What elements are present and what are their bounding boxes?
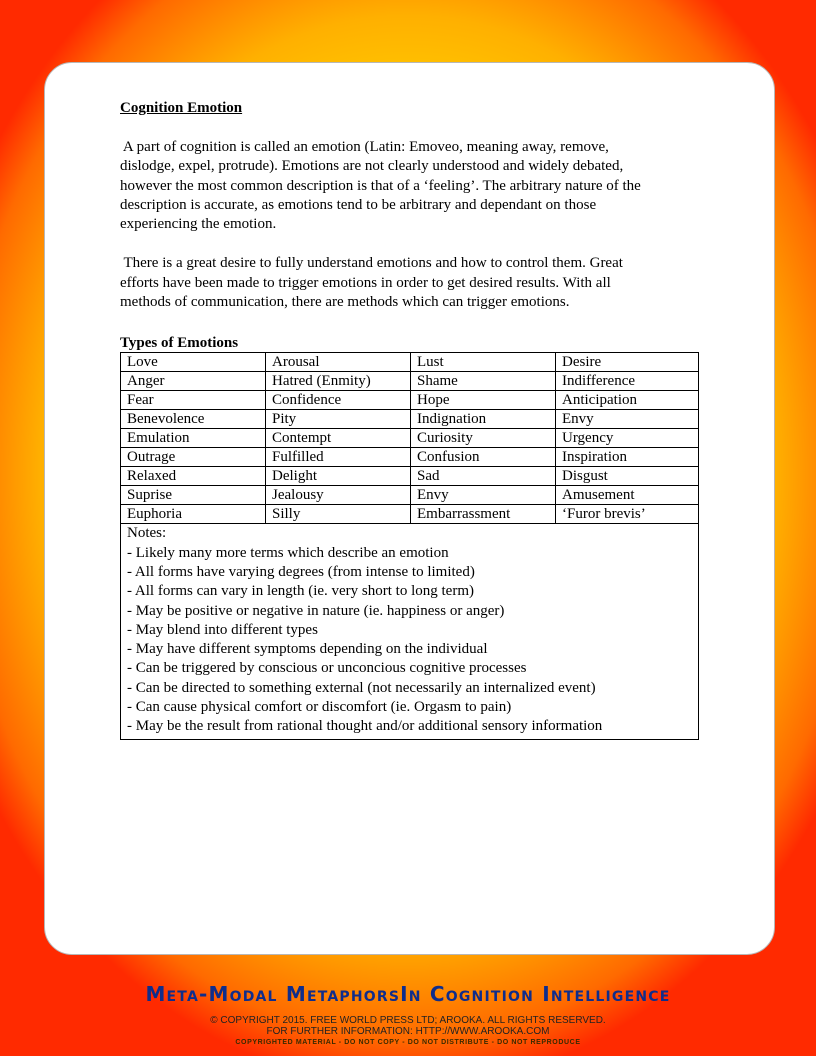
table-cell: Relaxed <box>121 467 266 486</box>
table-row <box>121 410 699 429</box>
document-page <box>44 62 775 955</box>
note-item: - Can be directed to something external (not necessarily an internalized event) <box>127 679 596 696</box>
footer-title: Meta-Modal MetaphorsIn Cognition Intelligence <box>145 982 671 1006</box>
note-item: - All forms can vary in length (ie. very short to long term) <box>127 583 474 600</box>
section-heading: Cognition Emotion <box>120 100 243 116</box>
document-content <box>120 98 698 740</box>
table-cell: Love <box>121 353 266 372</box>
table-cell: Anticipation <box>556 391 699 410</box>
table-cell: Outrage <box>121 448 266 467</box>
table-row <box>121 353 699 372</box>
table-cell: Indignation <box>411 410 556 429</box>
table-row <box>121 448 699 467</box>
note-item: - May blend into different types <box>127 621 318 638</box>
table-cell: Disgust <box>556 467 699 486</box>
paragraph-line: There is a great desire to fully understand emotions and how to control them. Great <box>120 255 623 272</box>
emotions-table-body <box>121 353 699 524</box>
table-cell: Embarrassment <box>411 505 556 524</box>
table-cell: Confusion <box>411 448 556 467</box>
note-item: - Can cause physical comfort or discomfort (ie. Orgasm to pain) <box>127 699 512 716</box>
table-cell: Anger <box>121 372 266 391</box>
note-item: - Can be triggered by conscious or unconcious cognitive processes <box>127 660 527 677</box>
note-item: - Likely many more terms which describe an emotion <box>127 544 449 561</box>
note-item: - May be the result from rational thought and/or additional sensory information <box>127 718 603 735</box>
table-cell: Arousal <box>266 353 411 372</box>
table-cell: Fulfilled <box>266 448 411 467</box>
table-cell: Fear <box>121 391 266 410</box>
paragraph-desire <box>120 254 698 312</box>
table-cell: Inspiration <box>556 448 699 467</box>
paragraph-line: however the most common description is that of a ‘feeling’. The arbitrary nature of the <box>120 177 641 194</box>
notes-cell <box>121 524 699 739</box>
note-item: - All forms have varying degrees (from intense to limited) <box>127 563 475 580</box>
table-cell: Hope <box>411 391 556 410</box>
table-row <box>121 467 699 486</box>
table-cell: Envy <box>411 486 556 505</box>
table-cell: Amusement <box>556 486 699 505</box>
table-row <box>121 391 699 410</box>
table-cell: Sad <box>411 467 556 486</box>
table-cell: Suprise <box>121 486 266 505</box>
table-cell: Silly <box>266 505 411 524</box>
footer-copyright: © COPYRIGHT 2015. FREE WORLD PRESS LTD; AROOKA. ALL RIGHTS RESERVED. <box>210 1015 606 1026</box>
table-cell: Lust <box>411 353 556 372</box>
notes-label: Notes: <box>127 525 167 542</box>
table-row <box>121 505 699 524</box>
table-title: Types of Emotions <box>120 335 239 352</box>
table-cell: Envy <box>556 410 699 429</box>
table-row <box>121 486 699 505</box>
paragraph-intro <box>120 138 698 234</box>
table-cell: Jealousy <box>266 486 411 505</box>
paragraph-line: efforts have been made to trigger emotions in order to get desired results. With all <box>120 274 611 291</box>
table-cell: Benevolence <box>121 410 266 429</box>
table-cell: Emulation <box>121 429 266 448</box>
note-item: - May have different symptoms depending on the individual <box>127 641 488 658</box>
table-cell: Urgency <box>556 429 699 448</box>
table-cell: ‘Furor brevis’ <box>556 505 699 524</box>
paragraph-line: A part of cognition is called an emotion (Latin: Emoveo, meaning away, remove, <box>120 139 609 155</box>
table-cell: Pity <box>266 410 411 429</box>
table-cell: Shame <box>411 372 556 391</box>
table-cell: Delight <box>266 467 411 486</box>
emotions-table <box>120 352 699 739</box>
table-cell: Desire <box>556 353 699 372</box>
paragraph-line: experiencing the emotion. <box>120 216 277 233</box>
table-cell: Euphoria <box>121 505 266 524</box>
notes-row <box>121 524 699 739</box>
paragraph-line: description is accurate, as emotions tend to be arbitrary and dependant on those <box>120 196 597 213</box>
table-cell: Contempt <box>266 429 411 448</box>
table-row <box>121 372 699 391</box>
table-row <box>121 429 699 448</box>
footer-info: FOR FURTHER INFORMATION: HTTP://WWW.AROOKA.COM <box>266 1026 550 1037</box>
footer-notice: COPYRIGHTED MATERIAL - DO NOT COPY - DO NOT DISTRIBUTE - DO NOT REPRODUCE <box>235 1039 581 1046</box>
table-cell: Indifference <box>556 372 699 391</box>
note-item: - May be positive or negative in nature (ie. happiness or anger) <box>127 602 505 619</box>
paragraph-line: methods of communication, there are methods which can trigger emotions. <box>120 294 570 311</box>
notes-list <box>127 544 692 737</box>
table-cell: Confidence <box>266 391 411 410</box>
table-cell: Curiosity <box>411 429 556 448</box>
paragraph-line: dislodge, expel, protrude). Emotions are not clearly understood and widely debated, <box>120 158 624 175</box>
table-cell: Hatred (Enmity) <box>266 372 411 391</box>
